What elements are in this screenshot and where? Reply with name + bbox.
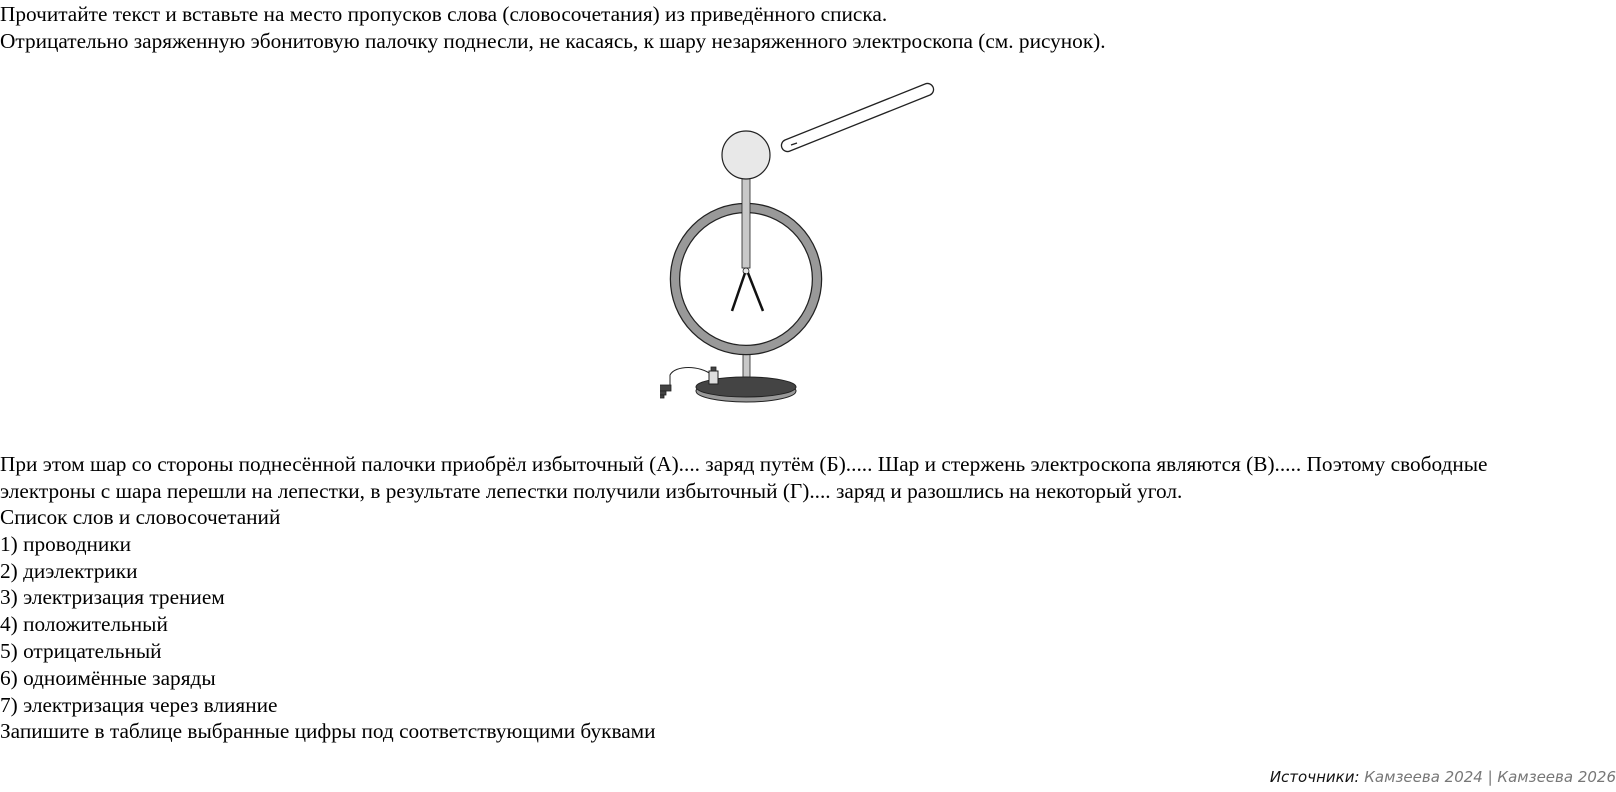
sources-value: Камзеева 2024 | Камзеева 2026	[1364, 768, 1616, 786]
list-item: 1) проводники	[0, 531, 132, 556]
sphere-icon	[722, 131, 770, 179]
task-instruction: Прочитайте текст и вставьте на место пропусков слова (словосочетания) из приведённого списка.	[0, 2, 888, 26]
answer-instruction: Запишите в таблице выбранные цифры под соответствующими буквами	[0, 719, 656, 744]
task-condition: Отрицательно заряженную эбонитовую палочку поднесли, не касаясь, к шару незаряженного электроскопа (см. рисунок).	[0, 29, 1106, 53]
task-paragraph: При этом шар со стороны поднесённой палочки приобрёл избыточный (А).... заряд путём (Б)..... Шар и стержень электроскопа являются (В)..... Поэтому свободные электроны с шара перешли на лепестки, в результате лепестки получили избыточный (Г).... заряд и разошлись на некоторый угол.	[0, 452, 1488, 503]
sources-label: Источники:	[1269, 768, 1360, 786]
list-item: 3) электризация трением	[0, 585, 225, 610]
list-item: 4) положительный	[0, 612, 168, 637]
leaves-icon	[732, 268, 763, 311]
electroscope-figure	[660, 75, 960, 420]
list-item: 7) электризация через влияние	[0, 692, 278, 717]
list-item: 2) диэлектрики	[0, 558, 138, 583]
sources	[1270, 768, 1616, 786]
options-list	[0, 504, 656, 745]
list-title: Список слов и словосочетаний	[0, 505, 281, 529]
list-item: 6) одноимённые заряды	[0, 665, 216, 690]
ebonite-rod-icon	[781, 83, 933, 151]
list-item: 5) отрицательный	[0, 638, 162, 663]
stem-icon	[742, 178, 750, 268]
